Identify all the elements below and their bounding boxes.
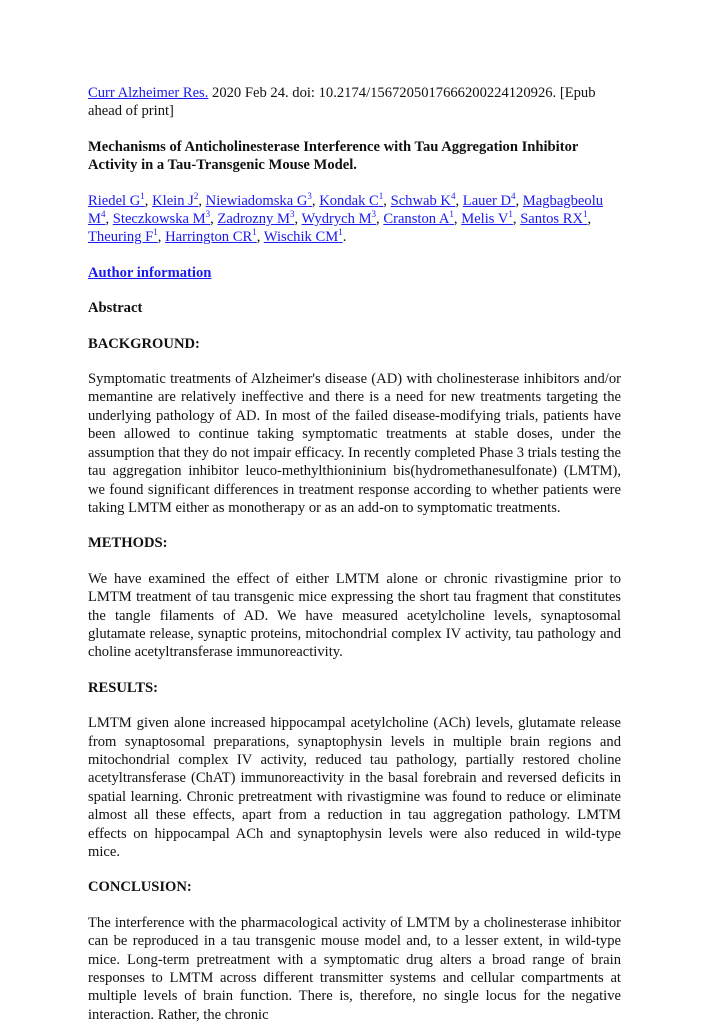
citation — [88, 84, 621, 121]
author-separator: , — [455, 192, 463, 209]
results-text: LMTM given alone increased hippocampal acetylcholine (ACh) levels, glutamate release from synaptosomal preparations, synaptophysin levels in multiple brain regions and mitochondrial complex IV activity, reduced tau pathology, partially restored choline acetyltransferase (ChAT) immunoreactivity in the basal forebrain and reversed deficits in spatial learning. Chronic pretreatment with rivastigmine was found to reduce or eliminate almost all these effects, apart from a reduction in tau aggregation pathology. LMTM effects on hippocampal ACh and synaptophysin levels were also reduced in wild-type mice. — [88, 715, 621, 860]
author-separator: , — [453, 211, 462, 228]
author-link[interactable]: Melis V$^1$ — [461, 209, 513, 228]
conclusion-heading: CONCLUSION: — [88, 879, 192, 896]
author-link[interactable]: Klein J$^2$ — [152, 190, 199, 209]
document-page — [88, 84, 621, 1024]
affiliation-number: 3 — [205, 209, 211, 220]
author-separator: , — [210, 211, 218, 228]
author-link[interactable]: Santos RX$^1$ — [520, 209, 588, 228]
author-separator: , — [144, 192, 153, 209]
author-separator: , — [383, 192, 391, 209]
methods-text: We have examined the effect of either LMTM alone or chronic rivastigmine prior to LMTM treatment of tau transgenic mice expressing the short tau fragment that constitutes the tangle filaments of AD. We have measured acetylcholine levels, synaptosomal glutamate release, synaptic proteins, mitochondrial complex IV activity, tau pathology and choline acetyltransferase immunoreactivity. — [88, 570, 621, 661]
affiliation-number: 1 — [338, 227, 343, 238]
author-separator: . — [342, 229, 347, 246]
affiliation-number: 1 — [449, 209, 454, 220]
results-heading: RESULTS: — [88, 679, 159, 696]
affiliation-number: 1 — [508, 209, 513, 220]
author-separator: , — [587, 211, 592, 228]
author-link[interactable]: Steczkowska M$^3$ — [112, 209, 211, 228]
author-link[interactable]: Riedel G$^1$ — [88, 190, 145, 209]
author-link[interactable]: Theuring F$^1$ — [88, 227, 158, 246]
author-link[interactable]: Magbagbeolu M$^4$ — [88, 192, 604, 228]
author-link[interactable]: Niewiadomska G$^3$ — [205, 190, 312, 209]
affiliation-number: 4 — [450, 190, 456, 201]
methods-heading: METHODS: — [88, 535, 168, 552]
author-separator: , — [311, 192, 320, 209]
author-separator: , — [105, 211, 113, 228]
affiliation-number: 4 — [511, 190, 516, 201]
affiliation-number: 1 — [153, 227, 158, 238]
affiliation-number: 3 — [289, 209, 295, 220]
author-separator: , — [294, 211, 302, 228]
author-link[interactable]: Harrington CR$^1$ — [165, 227, 257, 246]
author-separator: , — [157, 229, 166, 246]
journal-link[interactable]: Curr Alzheimer Res. — [88, 85, 209, 101]
author-link[interactable]: Schwab K$^4$ — [390, 190, 456, 209]
author-separator: , — [256, 229, 264, 246]
author-information-link[interactable]: Author information — [88, 264, 212, 281]
affiliation-number: 1 — [378, 190, 384, 201]
background-heading: BACKGROUND: — [88, 335, 200, 352]
citation-details: 2020 Feb 24. doi: 10.2174/1567205017666200224120926. [Epub ahead of print] — [88, 85, 596, 120]
author-link[interactable]: Wydrych M$^3$ — [301, 209, 377, 228]
author-separator: , — [376, 211, 384, 228]
affiliation-number: 3 — [371, 209, 377, 220]
background-text: Symptomatic treatments of Alzheimer's disease (AD) with cholinesterase inhibitors and/or memantine are relatively ineffective and there is a need for new treatments targeting the underlying pathology of AD. In most of the failed disease-modifying trials, patients have been allowed to continue taking symptomatic treatments at stable doses, under the assumption that they do not impair efficacy. In recently completed Phase 3 trials testing the tau aggregation inhibitor leuco-methylthioninium bis(hydromethanesulfonate) (LMTM), we found significant differences in treatment response according to whether patients were taking LMTM either as monotherapy or as an add-on to symptomatic treatments. — [88, 371, 621, 516]
abstract-heading: Abstract — [88, 300, 143, 317]
author-separator: , — [512, 211, 521, 228]
conclusion-text: The interference with the pharmacological activity of LMTM by a cholinesterase inhibitor can be reproduced in a tau transgenic mouse model and, to a lesser extent, in wild-type mice. Long-term pretreatment with a symptomatic drug alters a broad range of brain responses to LMTM across different transmitter systems and cellular compartments at multiple levels of brain function. There is, therefore, no single locus for the negative interaction. Rather, the chronic — [88, 914, 621, 1023]
affiliation-number: 1 — [252, 227, 257, 238]
affiliation-number: 3 — [307, 190, 312, 201]
affiliation-number: 1 — [140, 190, 145, 201]
article-title: Mechanisms of Anticholinesterase Interference with Tau Aggregation Inhibitor Activity in a Tau-Transgenic Mouse Model. — [88, 138, 579, 174]
affiliation-number: 4 — [100, 209, 106, 220]
author-link[interactable]: Cranston A$^1$ — [383, 209, 454, 228]
author-separator: , — [198, 192, 206, 209]
author-information — [88, 264, 621, 282]
author-link[interactable]: Wischik CM$^1$ — [263, 227, 343, 246]
affiliation-number: 1 — [583, 209, 588, 220]
author-separator: , — [515, 192, 523, 209]
author-list — [88, 192, 621, 247]
author-link[interactable]: Lauer D$^4$ — [462, 190, 516, 209]
author-link[interactable]: Kondak C$^1$ — [319, 190, 384, 209]
affiliation-number: 2 — [193, 190, 199, 201]
author-link[interactable]: Zadrozny M$^3$ — [217, 209, 295, 228]
